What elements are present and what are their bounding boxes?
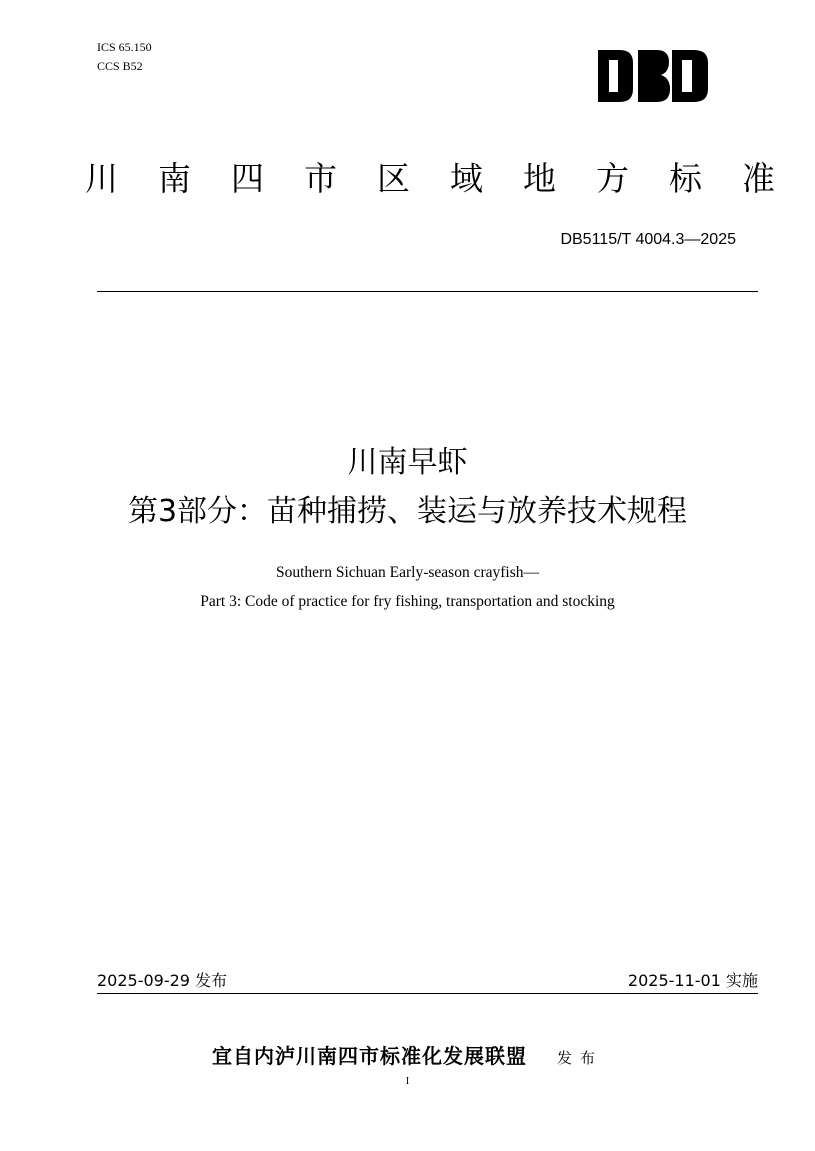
title-cn-main: 川南早虾 bbox=[347, 445, 468, 480]
ccs-code: CCS B52 bbox=[97, 59, 143, 73]
top-divider bbox=[97, 291, 758, 292]
title-cn-part: 第3部分：苗种捕捞、装运与放养技术规程 bbox=[127, 494, 688, 529]
issuer-suffix: 发布 bbox=[556, 1049, 603, 1067]
implement-date: 2025-11-01 实施 bbox=[627, 971, 758, 990]
bottom-divider bbox=[97, 993, 758, 994]
ics-code: ICS 65.150 bbox=[97, 40, 152, 54]
issuer-name: 宜自内泸川南四市标准化发展联盟 bbox=[211, 1044, 527, 1068]
standard-type-char: 地 bbox=[523, 159, 556, 198]
standard-type-char: 四 bbox=[231, 159, 264, 198]
standard-type-char: 域 bbox=[450, 159, 483, 198]
standard-type-char: 川 bbox=[85, 159, 118, 198]
title-en-part: Part 3: Code of practice for fry fishing, transportation and stocking bbox=[200, 593, 615, 610]
standard-type-char: 南 bbox=[158, 159, 191, 198]
db-logo bbox=[598, 50, 708, 102]
issuer bbox=[0, 1041, 815, 1073]
standard-type bbox=[85, 154, 775, 204]
standard-type-char: 市 bbox=[304, 159, 337, 198]
standard-code: DB5115/T 4004.3—2025 bbox=[560, 231, 736, 248]
standard-type-char: 标 bbox=[669, 159, 702, 198]
standard-type-char: 方 bbox=[596, 159, 629, 198]
page-number: I bbox=[405, 1076, 410, 1087]
db-logo-text bbox=[598, 50, 708, 102]
standard-type-char: 准 bbox=[742, 159, 775, 198]
title-en-main: Southern Sichuan Early-season crayfish— bbox=[275, 564, 539, 581]
standard-type-char: 区 bbox=[377, 159, 410, 198]
publish-date: 2025-09-29 发布 bbox=[97, 971, 228, 990]
